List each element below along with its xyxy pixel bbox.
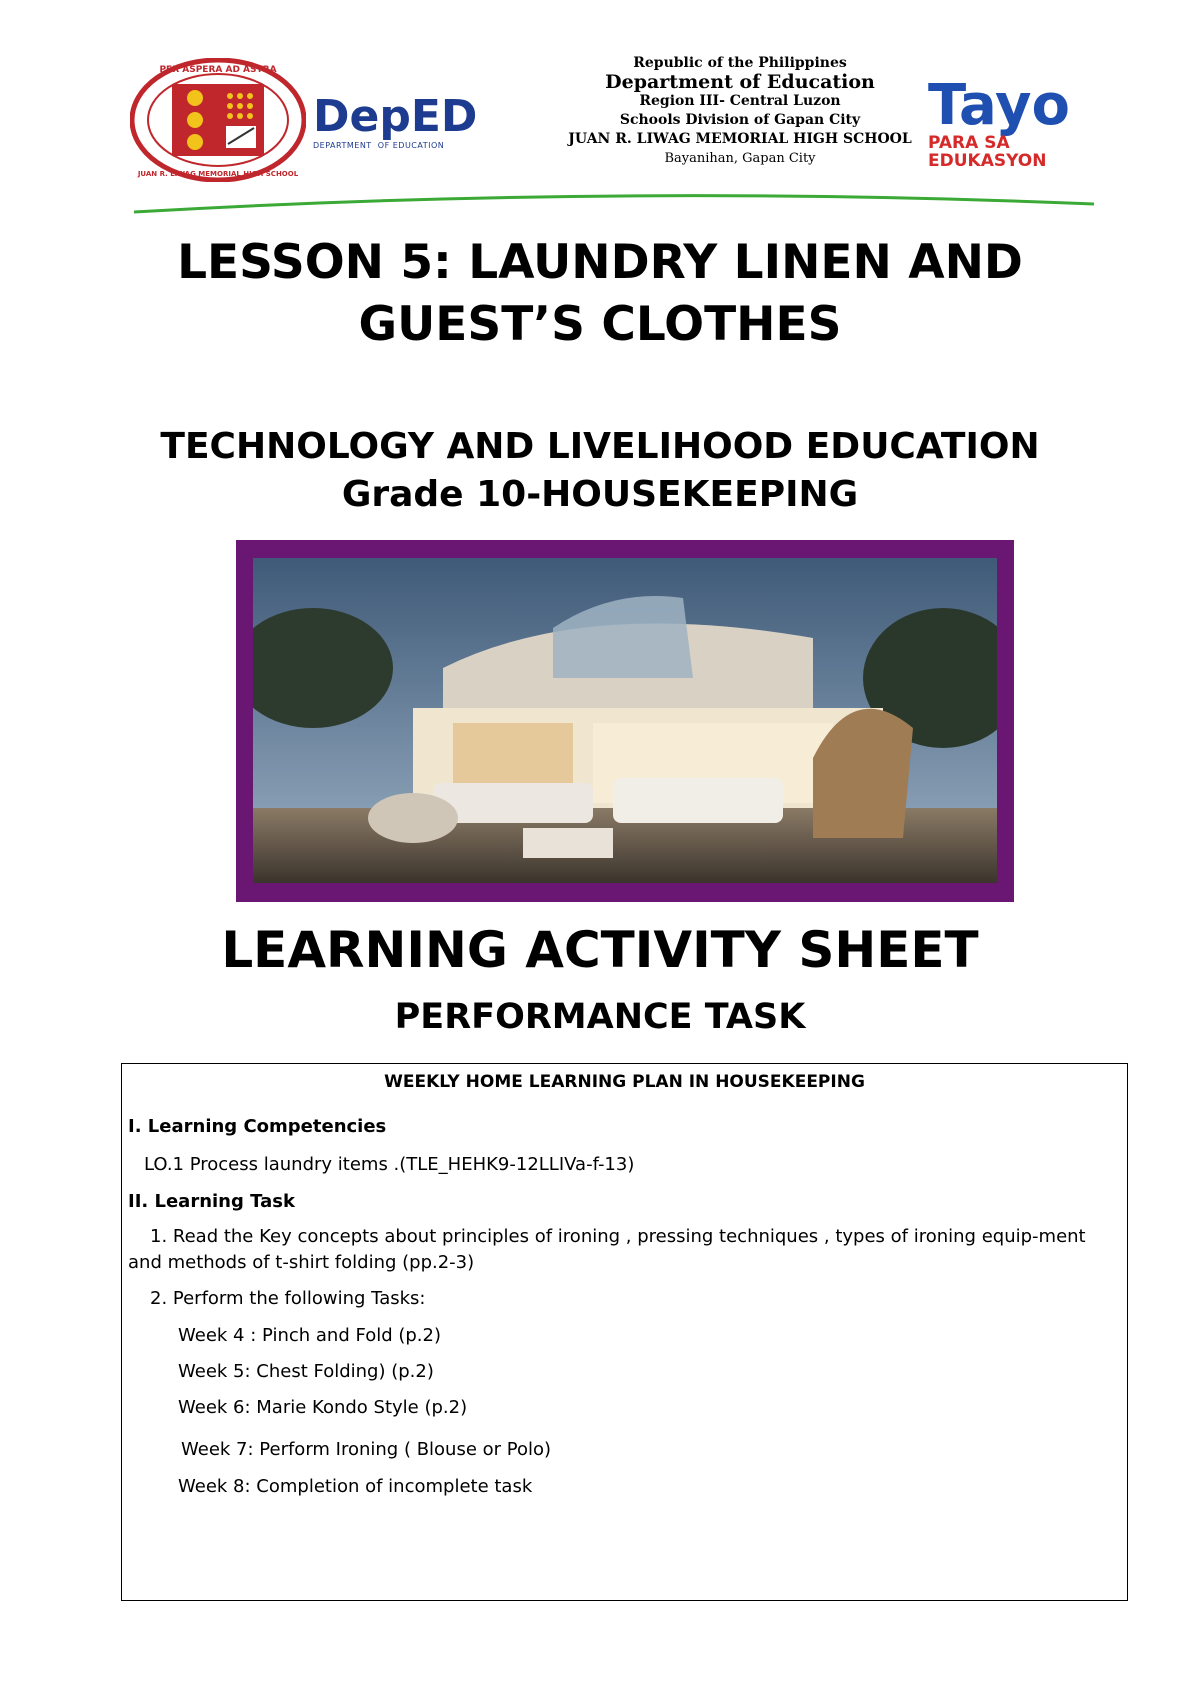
agency-line: Bayanihan, Gapan City <box>664 151 816 166</box>
task-item-1: 1. Read the Key concepts about principles of ironing , pressing techniques , types of ironing equip-ment and methods of t-shirt folding (pp.2-3) <box>128 1226 1086 1273</box>
resort-villa-photo <box>253 558 997 883</box>
week-item: Week 8: Completion of incomplete task <box>178 1476 533 1497</box>
school-seal-logo <box>130 58 306 182</box>
tayo-wordmark: Tayo <box>928 73 1071 138</box>
agency-line: Department of Education <box>605 71 875 93</box>
section-learning-competencies: I. Learning Competencies <box>128 1116 387 1137</box>
sheet-title: LEARNING ACTIVITY SHEET <box>221 921 979 979</box>
svg-text:PER ASPERA AD ASTRA: PER ASPERA AD ASTRA <box>159 65 277 75</box>
cover-photo-frame <box>236 540 1014 902</box>
sheet-subtitle: PERFORMANCE TASK <box>394 997 806 1037</box>
agency-line: JUAN R. LIWAG MEMORIAL HIGH SCHOOL <box>568 131 912 147</box>
lesson-title: LESSON 5: LAUNDRY LINEN AND GUEST’S CLOTHES <box>177 235 1023 352</box>
week-item: Week 7: Perform Ironing ( Blouse or Polo) <box>181 1439 552 1460</box>
deped-logo <box>313 91 493 165</box>
deped-subtitle: DEPARTMENT OF EDUCATION <box>313 141 445 150</box>
week-item: Week 4 : Pinch and Fold (p.2) <box>178 1325 441 1346</box>
tayo-para-sa-edukasyon-logo <box>928 73 1098 188</box>
agency-line: Region III- Central Luzon <box>639 93 841 109</box>
header-divider-line <box>134 190 1094 214</box>
week-item: Week 5: Chest Folding) (p.2) <box>178 1361 434 1382</box>
letterhead <box>120 40 1100 200</box>
svg-text:JUAN R. LIWAG MEMORIAL HIGH SC: JUAN R. LIWAG MEMORIAL HIGH SCHOOL <box>137 170 299 178</box>
tayo-subtitle-1: PARA SA <box>928 133 1010 153</box>
task-item-2: 2. Perform the following Tasks: <box>150 1288 426 1309</box>
week-item: Week 6: Marie Kondo Style (p.2) <box>178 1397 468 1418</box>
agency-line: Republic of the Philippines <box>633 55 847 71</box>
agency-line: Schools Division of Gapan City <box>619 112 861 128</box>
plan-title: WEEKLY HOME LEARNING PLAN IN HOUSEKEEPING <box>384 1072 865 1092</box>
subject-heading: TECHNOLOGY AND LIVELIHOOD EDUCATION Grade 10-HOUSEKEEPING <box>160 426 1040 515</box>
agency-address-block <box>495 54 985 168</box>
competency-item: LO.1 Process laundry items .(TLE_HEHK9-12LLIVa-f-13) <box>144 1154 635 1175</box>
weekly-learning-plan-box <box>121 1063 1128 1601</box>
deped-wordmark: DepED <box>313 91 478 142</box>
section-learning-task: II. Learning Task <box>128 1191 295 1212</box>
tayo-subtitle-2: EDUKASYON <box>928 151 1047 171</box>
